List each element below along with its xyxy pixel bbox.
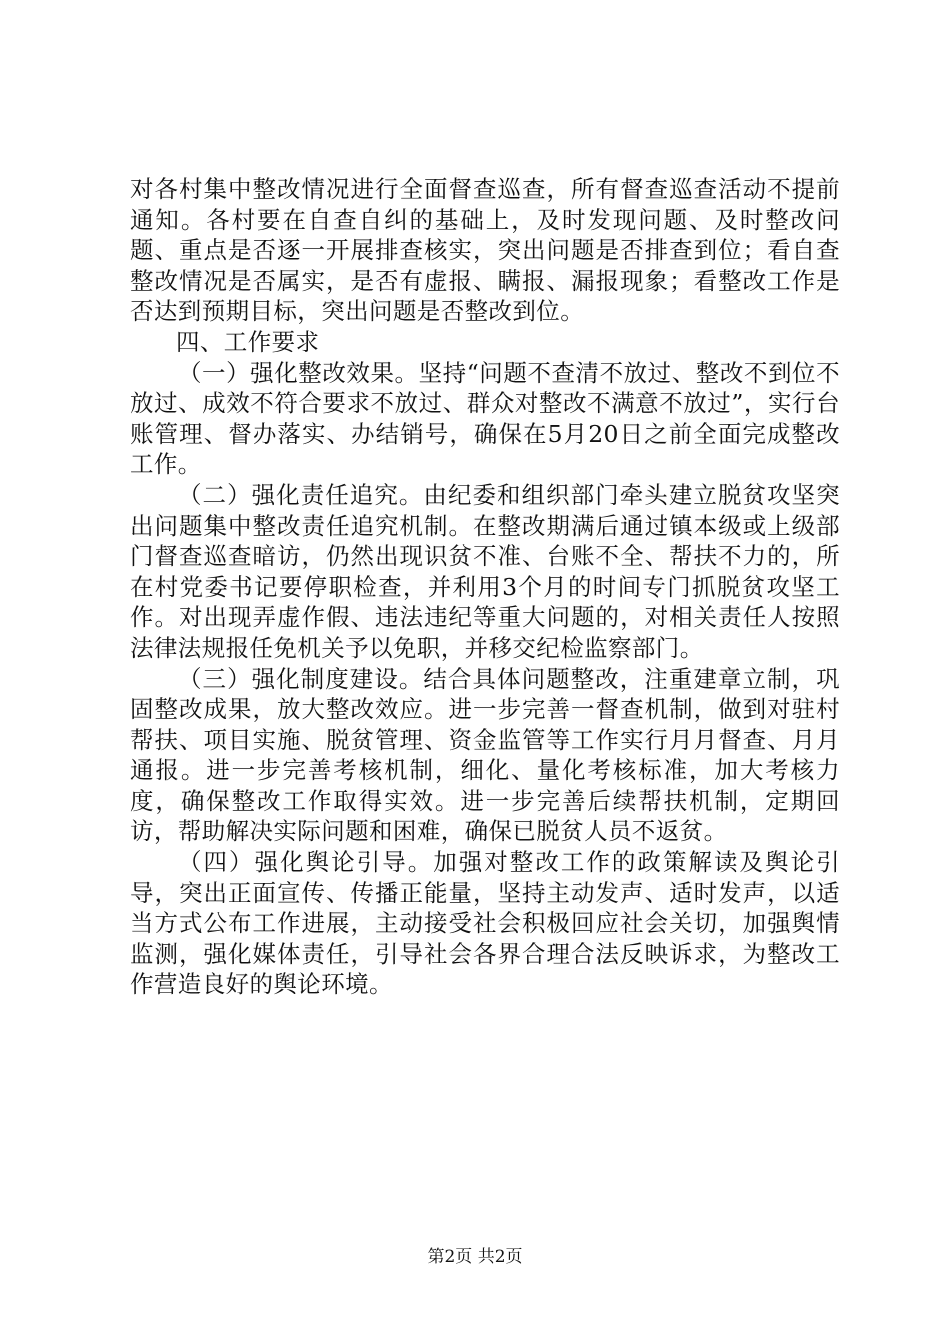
paragraph-item-4: （四）强化舆论引导。加强对整改工作的政策解读及舆论引导，突出正面宣传、传播正能量，坚持主动发声、适时发声，以适当方式公布工作进展，主动接受社会积极回应社会关切，加强舆情监测，强化媒体责任，引导社会各界合理合法反映诉求，为整改工作营造良好的舆论环境。: [130, 848, 840, 999]
paragraph-continuation: 对各村集中整改情况进行全面督查巡查，所有督查巡查活动不提前通知。各村要在自查自纠的基础上，及时发现问题、及时整改问题、重点是否逐一开展排查核实，突出问题是否排查到位；看自查整改情况是否属实，是否有虚报、瞒报、漏报现象；看整改工作是否达到预期目标，突出问题是否整改到位。: [130, 175, 840, 326]
document-body: [130, 174, 840, 1000]
paragraph-item-3: （三）强化制度建设。结合具体问题整改，注重建章立制，巩固整改成果，放大整改效应。进一步完善一督查机制，做到对驻村帮扶、项目实施、脱贫管理、资金监管等工作实行月月督查、月月通报。进一步完善考核机制，细化、量化考核标准，加大考核力度，确保整改工作取得实效。进一步完善后续帮扶机制，定期回访，帮助解决实际问题和困难，确保已脱贫人员不返贫。: [130, 664, 840, 846]
page-footer: 第2页 共2页: [427, 1247, 523, 1267]
section-heading-work-requirements: 四、工作要求: [176, 327, 320, 356]
paragraph-item-2: （二）强化责任追究。由纪委和组织部门牵头建立脱贫攻坚突出问题集中整改责任追究机制。在整改期满后通过镇本级或上级部门督查巡查暗访，仍然出现识贫不准、台账不全、帮扶不力的，所在村党委书记要停职检查，并利用3个月的时间专门抓脱贫攻坚工作。对出现弄虚作假、违法违纪等重大问题的，对相关责任人按照法律法规报任免机关予以免职，并移交纪检监察部门。: [130, 480, 840, 662]
paragraph-item-1: （一）强化整改效果。坚持“问题不查清不放过、整改不到位不放过、成效不符合要求不放过、群众对整改不满意不放过”，实行台账管理、督办落实、办结销号，确保在5月20日之前全面完成整改工作。: [130, 358, 840, 479]
